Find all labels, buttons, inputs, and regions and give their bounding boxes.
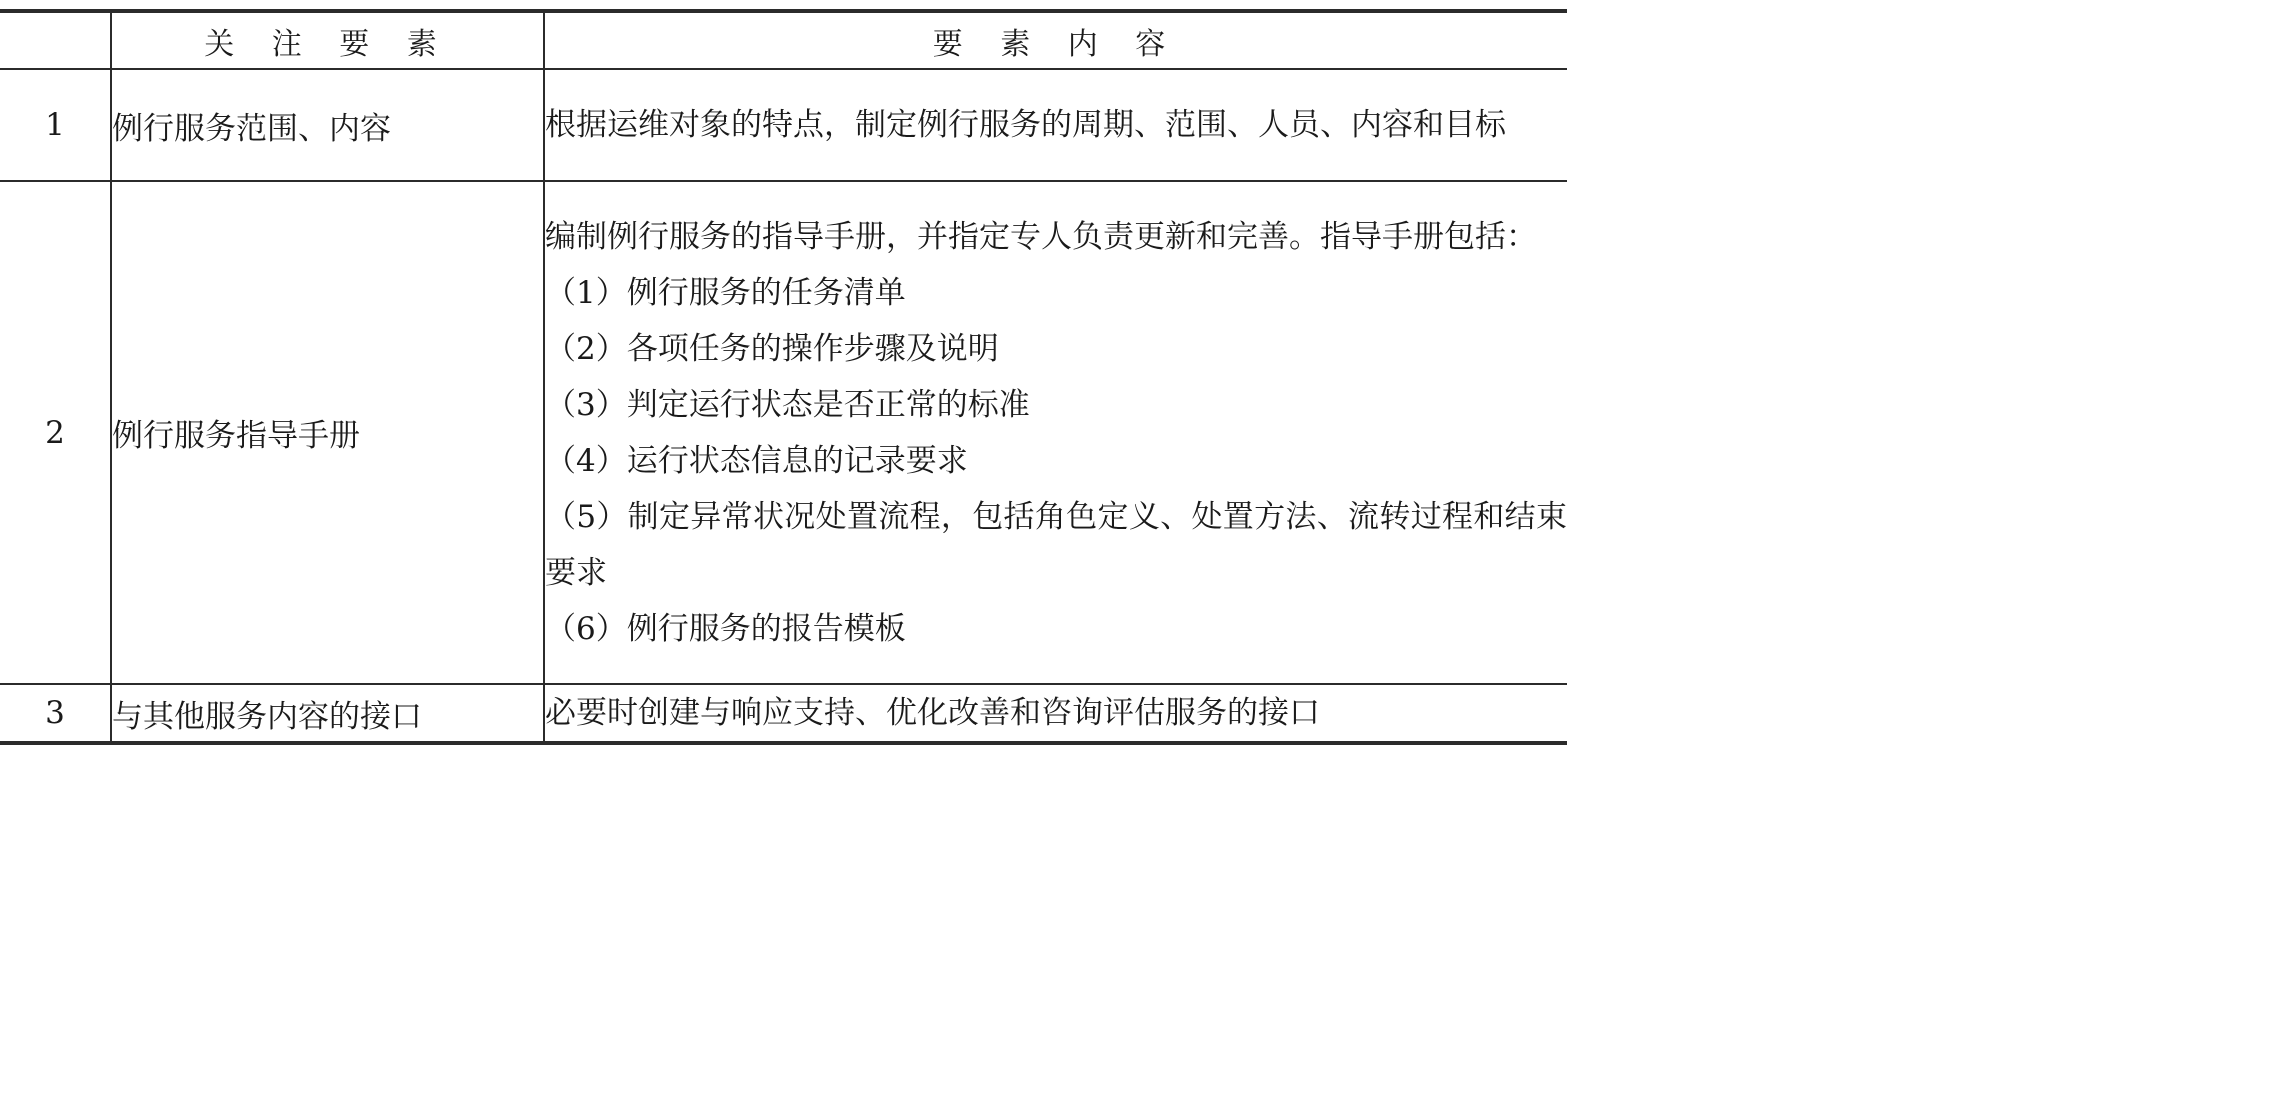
list-item: （1）例行服务的任务清单 [545, 274, 906, 311]
requirements-table [0, 9, 1567, 745]
table-row [0, 181, 1567, 684]
list-item: （4）运行状态信息的记录要求 [545, 442, 968, 479]
row-content: 必要时创建与响应支持、优化改善和咨询评估服务的接口 [545, 695, 1320, 731]
row-element: 与其他服务内容的接口 [111, 684, 544, 743]
row-content: 根据运维对象的特点，制定例行服务的周期、范围、人员、内容和目标 [545, 107, 1506, 143]
list-item: （5）制定异常状况处置流程，包括角色定义、处置方法、流转过程和结束要求 [545, 498, 1567, 591]
row-content-cell [544, 69, 1567, 181]
row-content-intro: 编制例行服务的指导手册，并指定专人负责更新和完善。指导手册包括： [545, 218, 1537, 255]
row-element: 例行服务指导手册 [111, 181, 544, 684]
row-content-cell [544, 684, 1567, 743]
row-content-cell [544, 181, 1567, 684]
header-content: 要 素 内 容 [544, 11, 1567, 69]
header-number-cell [0, 11, 111, 69]
row-number: 1 [0, 69, 111, 181]
row-number: 2 [0, 181, 111, 684]
list-item: （6）例行服务的报告模板 [545, 610, 906, 647]
list-item: （2）各项任务的操作步骤及说明 [545, 330, 999, 367]
table-row [0, 684, 1567, 743]
header-element: 关 注 要 素 [111, 11, 544, 69]
row-element: 例行服务范围、内容 [111, 69, 544, 181]
table-row [0, 69, 1567, 181]
table-header-row [0, 11, 1567, 69]
row-number: 3 [0, 684, 111, 743]
list-item: （3）判定运行状态是否正常的标准 [545, 386, 1030, 423]
